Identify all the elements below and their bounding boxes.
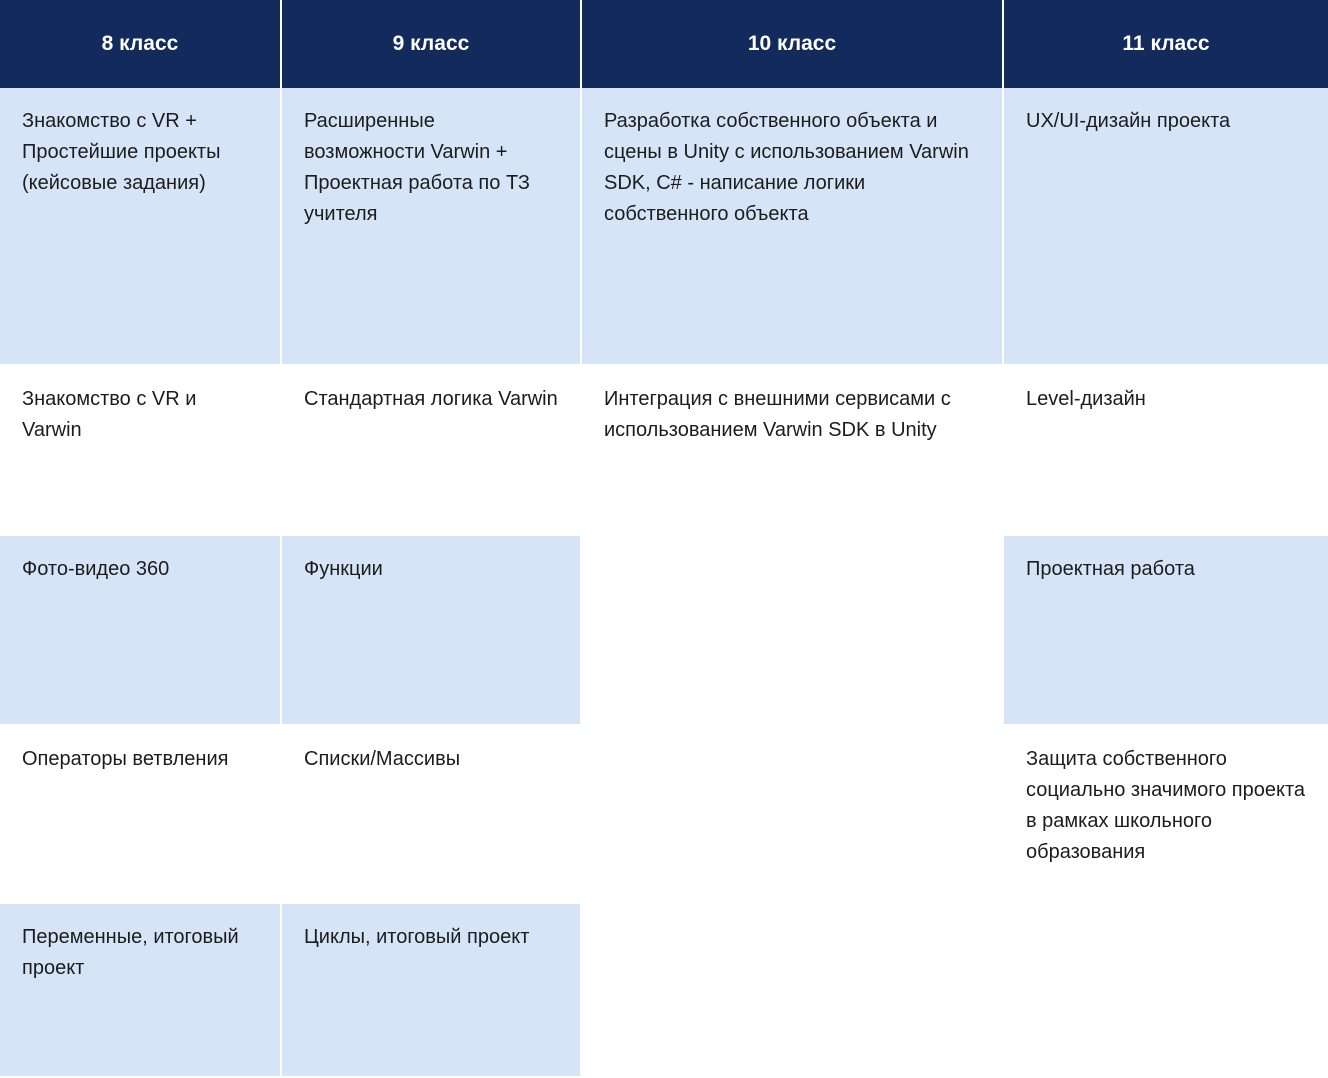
table-row: [0, 903, 1328, 1077]
table-cell: [281, 365, 581, 535]
table-row: [0, 535, 1328, 725]
column-header-grade-8: 8 класс: [0, 0, 281, 88]
table-row: [0, 725, 1328, 903]
table-cell: [281, 88, 581, 365]
table-cell: [281, 725, 581, 903]
cell-text: Операторы ветвления: [22, 748, 229, 770]
cell-text: Списки/Массивы: [304, 748, 461, 770]
table-cell: [1003, 365, 1328, 535]
table-row: [0, 88, 1328, 365]
cell-text: Проектная работа: [1026, 558, 1195, 580]
cell-text: Защита собственного социально значимого проекта в рамках школьного образования: [1026, 748, 1306, 863]
table-cell: [581, 903, 1003, 1077]
table-cell: [281, 903, 581, 1077]
cell-text: Стандартная логика Varwin: [304, 388, 558, 410]
cell-text: Циклы, итоговый проект: [304, 926, 530, 948]
table-body: [0, 88, 1328, 1077]
cell-text: UX/UI-дизайн проекта: [1026, 110, 1231, 132]
table-cell: [0, 725, 281, 903]
table-cell: [581, 88, 1003, 365]
table-cell: [1003, 903, 1328, 1077]
table-cell: [281, 535, 581, 725]
table-cell: [0, 88, 281, 365]
cell-text: Переменные, итоговый проект: [22, 926, 239, 979]
table-cell: [1003, 725, 1328, 903]
cell-text: Функции: [304, 558, 383, 580]
table-cell: [581, 535, 1003, 725]
cell-text: Знакомство с VR и Varwin: [22, 388, 197, 441]
cell-text: Расширенные возможности Varwin + Проектная работа по ТЗ учителя: [304, 110, 531, 225]
table-header-row: [0, 0, 1328, 88]
table-cell: [581, 365, 1003, 535]
column-header-grade-11: 11 класс: [1003, 0, 1328, 88]
table-cell: [1003, 535, 1328, 725]
cell-text: Level-дизайн: [1026, 388, 1146, 410]
cell-text: Знакомство с VR + Простейшие проекты (кейсовые задания): [22, 110, 221, 194]
cell-text: Разработка собственного объекта и сцены в Unity с использованием Varwin SDK, C# - написание логики собственного объекта: [604, 110, 969, 225]
table-row: [0, 365, 1328, 535]
cell-text: Интеграция с внешними сервисами с использованием Varwin SDK в Unity: [604, 388, 951, 441]
table-cell: [581, 725, 1003, 903]
column-header-grade-10: 10 класс: [581, 0, 1003, 88]
cell-text: Фото-видео 360: [22, 558, 170, 580]
table-cell: [0, 535, 281, 725]
table-cell: [0, 903, 281, 1077]
table-cell: [1003, 88, 1328, 365]
column-header-grade-9: 9 класс: [281, 0, 581, 88]
table-header: [0, 0, 1328, 88]
table-cell: [0, 365, 281, 535]
